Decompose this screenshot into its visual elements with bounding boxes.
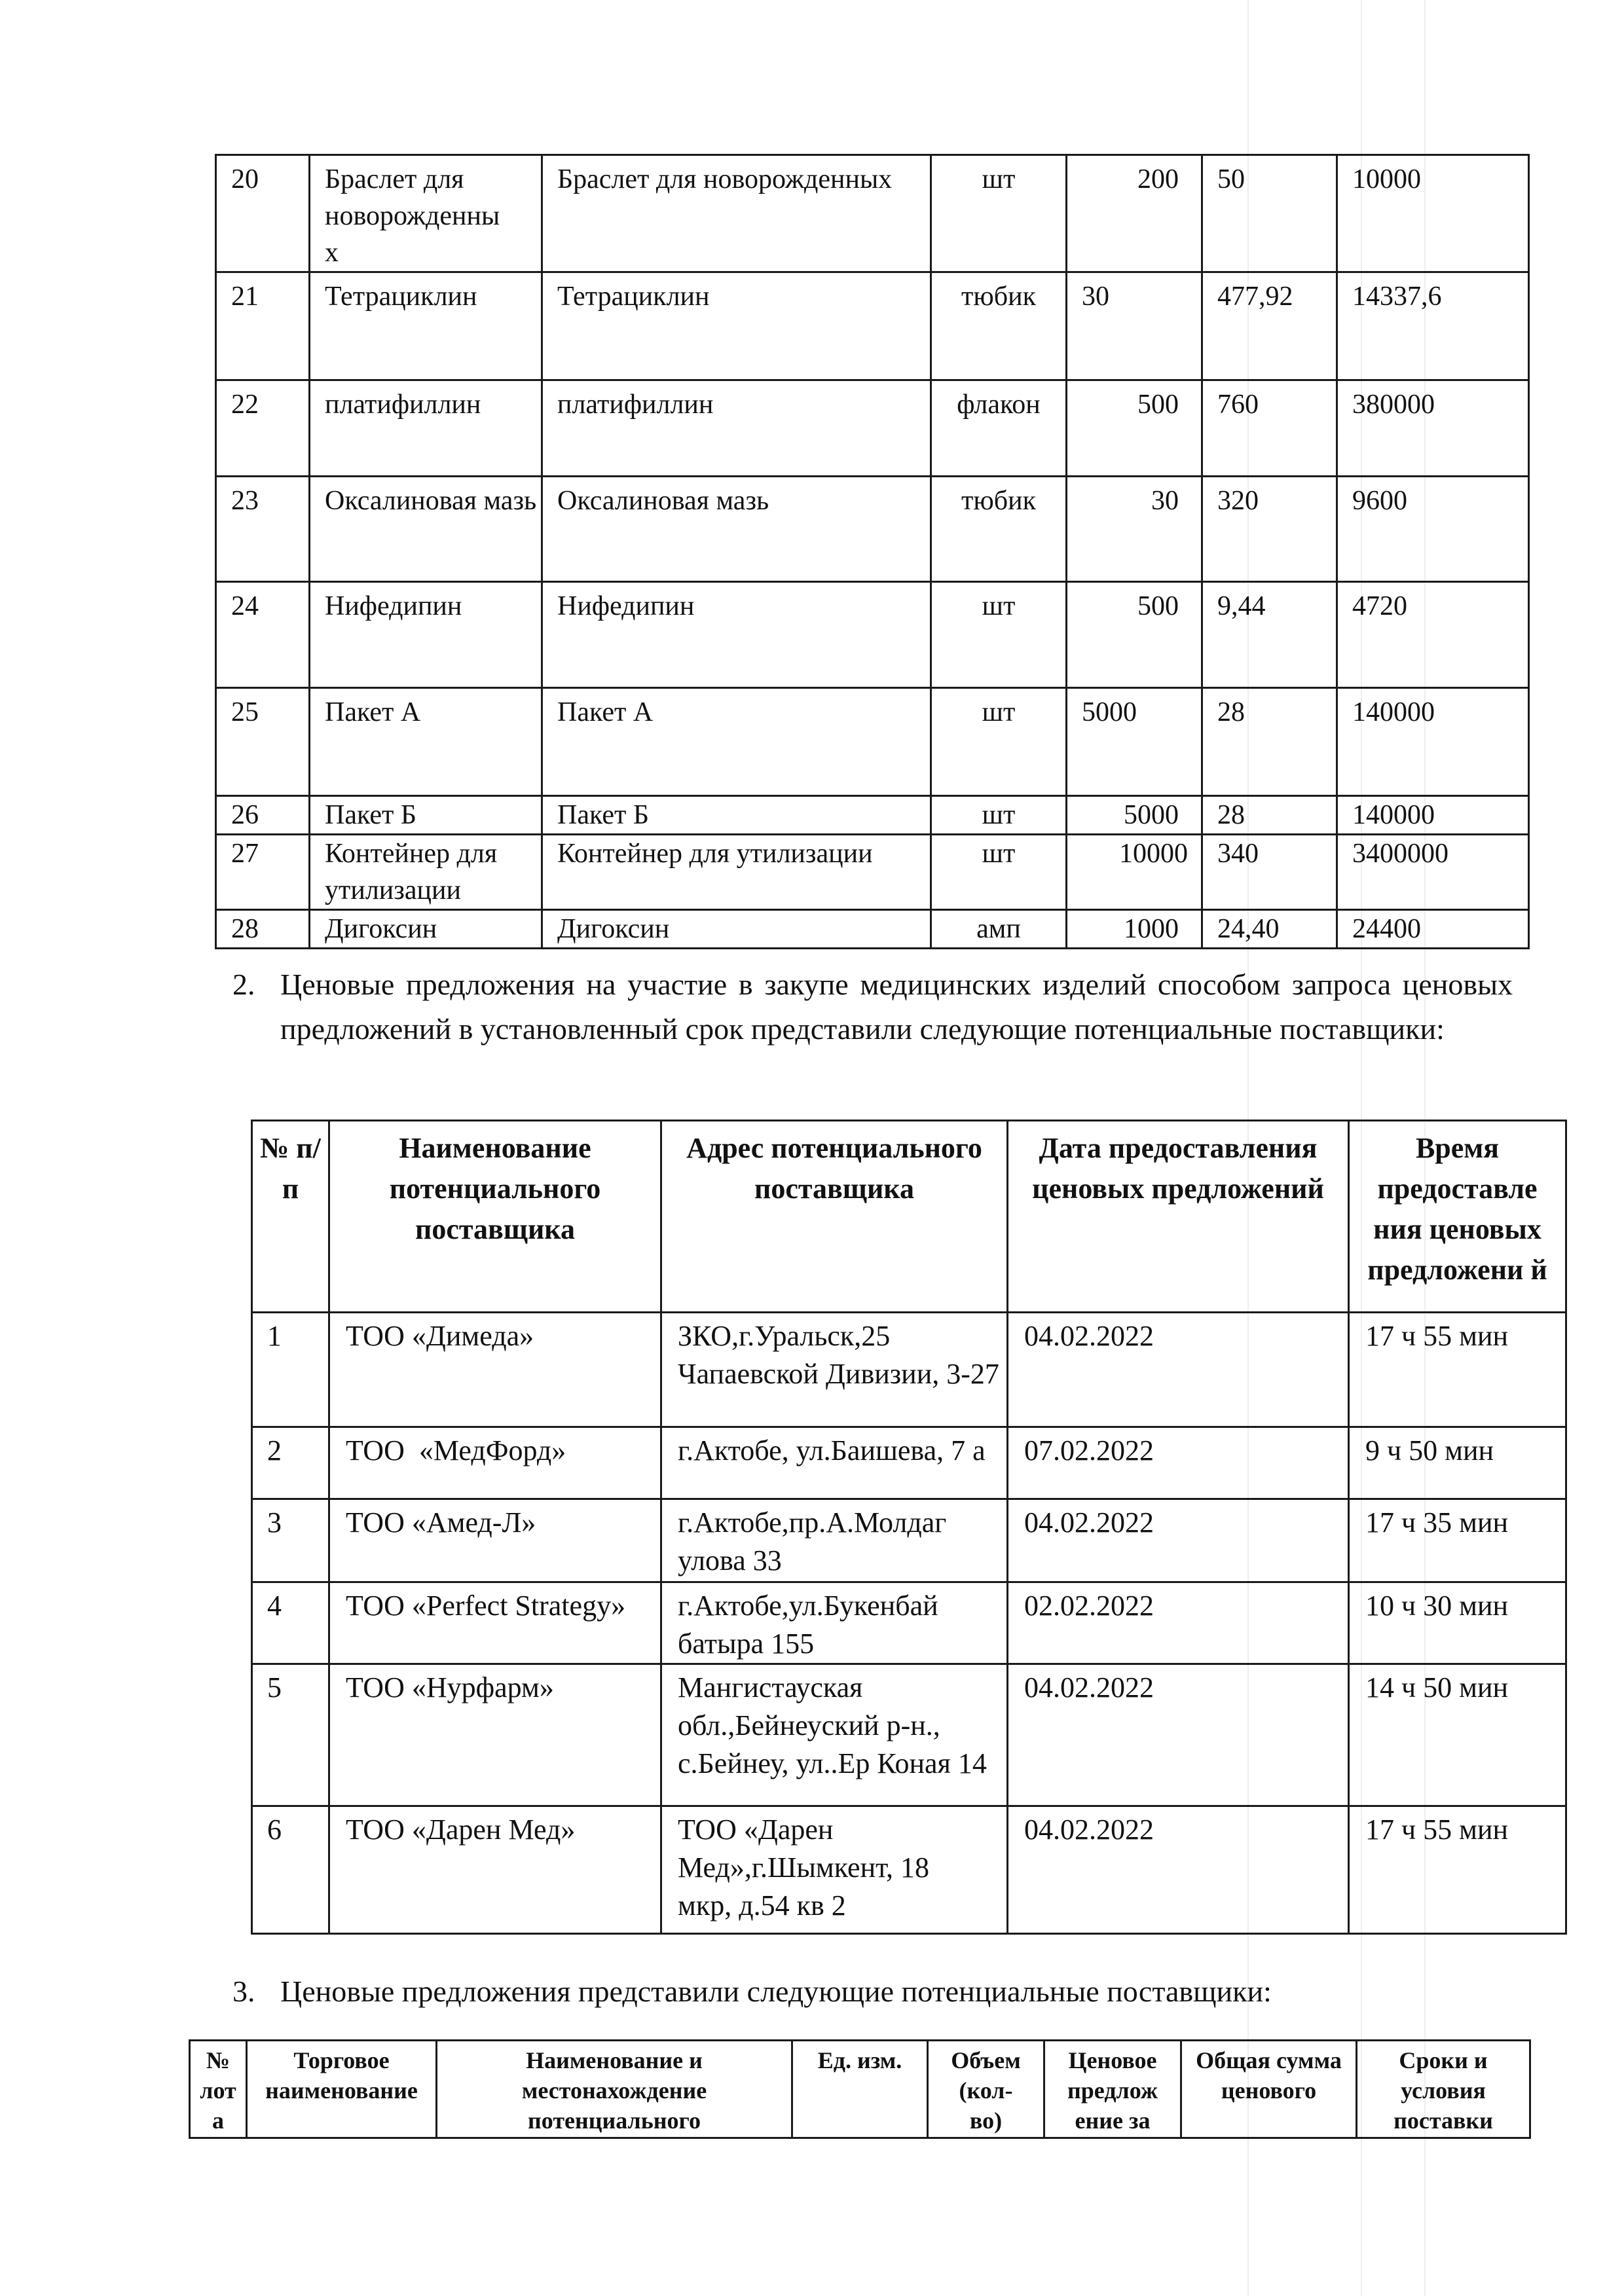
table-row <box>216 796 1529 835</box>
lot-number: 24 <box>216 582 310 688</box>
unit: шт <box>931 582 1067 688</box>
submission-date: 07.02.2022 <box>1008 1427 1349 1499</box>
unit-price: 320 <box>1202 477 1337 582</box>
table-row <box>216 910 1529 949</box>
section-text: Ценовые предложения на участие в закупе медицинских изделий способом запроса ценовых предложений в установленный срок представили следующие потенциальные поставщики: <box>280 968 1513 1046</box>
trade-name: Контейнер для утилизации <box>310 835 542 910</box>
header-unit: Ед. изм. <box>792 2041 928 2138</box>
submission-date: 04.02.2022 <box>1008 1806 1349 1934</box>
trade-name: Браслет для новорожденны х <box>310 155 542 272</box>
section-2-paragraph <box>232 962 1513 1051</box>
header-volume: Объем (кол- во) <box>928 2041 1044 2138</box>
section-number: 2. <box>232 968 255 1001</box>
lot-number: 22 <box>216 380 310 477</box>
supplier-name: ТОО «МедФорд» <box>329 1427 661 1499</box>
header-trade-name: Торговое наименование <box>247 2041 437 2138</box>
table-header-row <box>190 2041 1530 2138</box>
submission-time: 17 ч 55 мин <box>1349 1313 1566 1427</box>
quantity: 500 <box>1067 380 1202 477</box>
submission-date: 04.02.2022 <box>1008 1499 1349 1582</box>
header-time: Время предоставле ния ценовых предложени й <box>1349 1121 1566 1313</box>
quantity: 10000 <box>1067 835 1202 910</box>
table-row <box>216 155 1529 272</box>
quantity: 5000 <box>1067 688 1202 796</box>
trade-name: Оксалиновая мазь <box>310 477 542 582</box>
header-date: Дата предоставления ценовых предложений <box>1008 1121 1349 1313</box>
quantity: 500 <box>1067 582 1202 688</box>
table-row <box>216 272 1529 380</box>
total-sum: 14337,6 <box>1337 272 1529 380</box>
item-description: Дигоксин <box>542 910 931 949</box>
trade-name: Тетрациклин <box>310 272 542 380</box>
supplier-address: г.Актобе,ул.Букенбай батыра 155 <box>661 1582 1008 1664</box>
suppliers-table <box>251 1120 1567 1935</box>
trade-name: Дигоксин <box>310 910 542 949</box>
header-supplier: Наименование потенциального поставщика <box>329 1121 661 1313</box>
table-header-row <box>252 1121 1566 1313</box>
unit-price: 28 <box>1202 796 1337 835</box>
unit-price: 50 <box>1202 155 1337 272</box>
header-lot-no: № лот а <box>190 2041 247 2138</box>
unit-price: 28 <box>1202 688 1337 796</box>
unit: тюбик <box>931 477 1067 582</box>
row-number: 5 <box>252 1664 329 1806</box>
header-terms: Сроки и условия поставки <box>1357 2041 1530 2138</box>
table-row <box>216 688 1529 796</box>
trade-name: Нифедипин <box>310 582 542 688</box>
table-row <box>252 1806 1566 1934</box>
supplier-address: ЗКО,г.Уральск,25 Чапаевской Дивизии, 3-27 <box>661 1313 1008 1427</box>
item-description: Браслет для новорожденных <box>542 155 931 272</box>
section-3-paragraph <box>232 1969 1513 2014</box>
header-price: Ценовое предлож ение за <box>1044 2041 1181 2138</box>
item-description: Нифедипин <box>542 582 931 688</box>
supplier-name: ТОО «Нурфарм» <box>329 1664 661 1806</box>
header-no: № п/п <box>252 1121 329 1313</box>
quantity: 1000 <box>1067 910 1202 949</box>
submission-time: 14 ч 50 мин <box>1349 1664 1566 1806</box>
supplier-address: Мангистауская обл.,Бейнеуский р-н., с.Бейнеу, ул..Ер Коная 14 <box>661 1664 1008 1806</box>
row-number: 3 <box>252 1499 329 1582</box>
quantity: 200 <box>1067 155 1202 272</box>
lot-number: 20 <box>216 155 310 272</box>
total-sum: 24400 <box>1337 910 1529 949</box>
supplier-name: ТОО «Perfect Strategy» <box>329 1582 661 1664</box>
quantity: 30 <box>1067 477 1202 582</box>
unit: шт <box>931 796 1067 835</box>
unit-price: 760 <box>1202 380 1337 477</box>
row-number: 2 <box>252 1427 329 1499</box>
unit: тюбик <box>931 272 1067 380</box>
trade-name: Пакет Б <box>310 796 542 835</box>
unit-price: 477,92 <box>1202 272 1337 380</box>
unit: шт <box>931 155 1067 272</box>
item-description: Тетрациклин <box>542 272 931 380</box>
supplier-name: ТОО «Амед-Л» <box>329 1499 661 1582</box>
total-sum: 140000 <box>1337 796 1529 835</box>
trade-name: платифиллин <box>310 380 542 477</box>
unit-price: 340 <box>1202 835 1337 910</box>
price-offers-table <box>189 2039 1531 2139</box>
total-sum: 140000 <box>1337 688 1529 796</box>
submission-date: 04.02.2022 <box>1008 1313 1349 1427</box>
unit: шт <box>931 688 1067 796</box>
quantity: 5000 <box>1067 796 1202 835</box>
submission-time: 17 ч 55 мин <box>1349 1806 1566 1934</box>
row-number: 4 <box>252 1582 329 1664</box>
item-description: Контейнер для утилизации <box>542 835 931 910</box>
lot-number: 25 <box>216 688 310 796</box>
lot-number: 28 <box>216 910 310 949</box>
lot-number: 26 <box>216 796 310 835</box>
total-sum: 9600 <box>1337 477 1529 582</box>
total-sum: 380000 <box>1337 380 1529 477</box>
table-row <box>252 1664 1566 1806</box>
table-row <box>252 1313 1566 1427</box>
supplier-address: г.Актобе,пр.А.Молдаг улова 33 <box>661 1499 1008 1582</box>
table-row <box>252 1582 1566 1664</box>
header-total: Общая сумма ценового <box>1181 2041 1357 2138</box>
items-table <box>215 154 1530 949</box>
unit: флакон <box>931 380 1067 477</box>
quantity: 30 <box>1067 272 1202 380</box>
supplier-name: ТОО «Дарен Мед» <box>329 1806 661 1934</box>
table-row <box>216 582 1529 688</box>
row-number: 1 <box>252 1313 329 1427</box>
item-description: Оксалиновая мазь <box>542 477 931 582</box>
row-number: 6 <box>252 1806 329 1934</box>
supplier-address: ТОО «Дарен Мед»,г.Шымкент, 18 мкр, д.54 кв 2 <box>661 1806 1008 1934</box>
unit-price: 9,44 <box>1202 582 1337 688</box>
submission-date: 04.02.2022 <box>1008 1664 1349 1806</box>
submission-date: 02.02.2022 <box>1008 1582 1349 1664</box>
trade-name: Пакет А <box>310 688 542 796</box>
supplier-name: ТОО «Димеда» <box>329 1313 661 1427</box>
submission-time: 9 ч 50 мин <box>1349 1427 1566 1499</box>
item-description: платифиллин <box>542 380 931 477</box>
submission-time: 17 ч 35 мин <box>1349 1499 1566 1582</box>
table-row <box>252 1499 1566 1582</box>
submission-time: 10 ч 30 мин <box>1349 1582 1566 1664</box>
table-row <box>216 835 1529 910</box>
section-text: Ценовые предложения представили следующие потенциальные поставщики: <box>280 1975 1272 2008</box>
lot-number: 27 <box>216 835 310 910</box>
lot-number: 23 <box>216 477 310 582</box>
unit-price: 24,40 <box>1202 910 1337 949</box>
total-sum: 10000 <box>1337 155 1529 272</box>
total-sum: 3400000 <box>1337 835 1529 910</box>
section-number: 3. <box>232 1975 255 2008</box>
table-row <box>216 380 1529 477</box>
item-description: Пакет Б <box>542 796 931 835</box>
table-row <box>252 1427 1566 1499</box>
table-row <box>216 477 1529 582</box>
unit: шт <box>931 835 1067 910</box>
supplier-address: г.Актобе, ул.Баишева, 7 а <box>661 1427 1008 1499</box>
header-address: Адрес потенциального поставщика <box>661 1121 1008 1313</box>
header-supplier: Наименование и местонахождение потенциального <box>437 2041 792 2138</box>
total-sum: 4720 <box>1337 582 1529 688</box>
lot-number: 21 <box>216 272 310 380</box>
unit: амп <box>931 910 1067 949</box>
item-description: Пакет А <box>542 688 931 796</box>
